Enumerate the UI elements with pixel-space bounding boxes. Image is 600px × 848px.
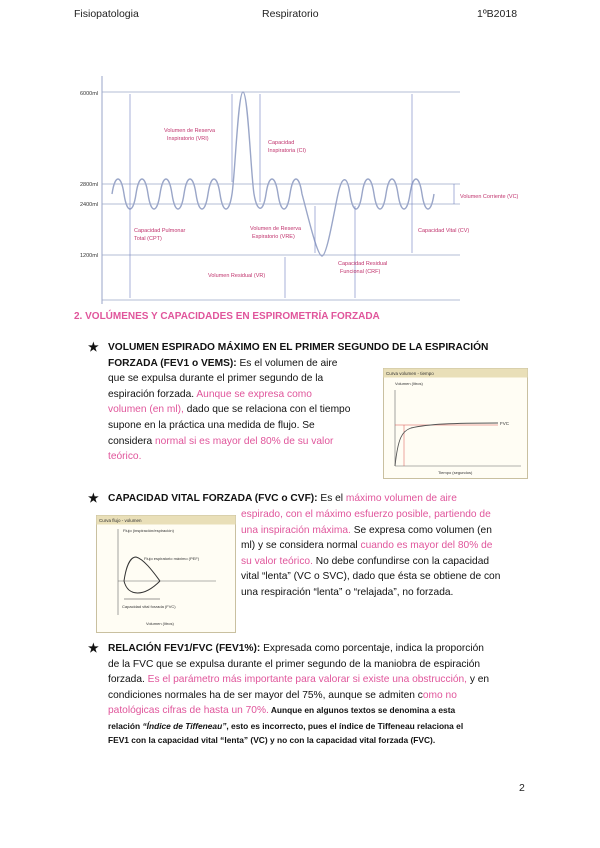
item2-line-4: ml) y se considera normal cuando es mayor del 80% de	[241, 540, 493, 552]
label-cpt-1: Capacidad Pulmonar	[134, 228, 186, 234]
item1-line-1: FORZADA (FEV1 o VEMS): Es el volumen de aire	[108, 357, 338, 369]
fv-chart-xlabel: Volumen (litros)	[146, 621, 174, 626]
label-crf-2: Funcional (CRF)	[340, 269, 381, 275]
label-vre-2: Espiratorio (VRE)	[252, 234, 295, 240]
fv-label-fvc: Capacidad vital forzada (FVC)	[122, 604, 176, 609]
label-ci-1: Capacidad	[268, 140, 295, 146]
fev-chart	[383, 368, 528, 479]
item2-line-6: vital “lenta” (VC o SVC), dado que ésta se obtiene de con	[241, 571, 501, 583]
item2-line-3: una inspiración máxima. Se expresa como volumen (en	[241, 524, 492, 536]
item1-line-4: volumen (en ml), dado que se relaciona con el tiempo	[108, 404, 351, 416]
fv-chart-title: Curva flujo - volumen	[99, 518, 142, 523]
item3-line-5: patológicas cifras de hasta un 70%. Aunque en algunos textos se denomina a esta	[108, 705, 456, 717]
item1-line-2: que se expulsa durante el primer segundo de la	[108, 373, 324, 385]
item3-line-6: relación “Índice de Tiffeneau”, esto es incorrecto, pues el índice de Tiffeneau relaciona el	[108, 720, 464, 731]
tick-2400: 2400ml	[79, 202, 98, 208]
item3-line-3: forzada. Es el parámetro más importante para valorar si existe una obstrucción, y en	[108, 674, 490, 686]
label-cv: Capacidad Vital (CV)	[418, 228, 470, 234]
item3-line-4: condiciones normales ha de ser mayor del 75%, aunque se admiten como no	[108, 689, 457, 701]
header-center: Respiratorio	[262, 8, 319, 20]
fv-label-top: Flujo (inspiración/espiración)	[123, 528, 174, 533]
item1-line-7: teórico.	[108, 451, 142, 463]
tick-2800: 2800ml	[79, 182, 98, 188]
item3-block	[108, 641, 553, 748]
item2-line-5: su valor teórico. No debe confundirse con la capacidad	[241, 555, 490, 567]
tick-1200: 1200ml	[79, 253, 98, 259]
tick-6000: 6000ml	[79, 91, 98, 97]
item1-title-1: VOLUMEN ESPIRADO MÁXIMO EN EL PRIMER SEGUNDO DE LA ESPIRACIÓN	[108, 342, 489, 353]
item3-line-7: FEV1 con la capacidad vital “lenta” (VC) y no con la capacidad vital forzada (FVC).	[108, 735, 436, 746]
item2-line-7: una respiración “lenta” o “relajada”, no forzada.	[241, 586, 454, 598]
item1-star-icon: ★	[88, 340, 99, 354]
item3-star-icon: ★	[88, 641, 99, 655]
item1-line-6: considera normal si es mayor del 80% de su valor	[108, 435, 334, 447]
item1-line-5: supone en la práctica una medida de flujo. Se	[108, 419, 315, 431]
item3-line-2: de la FVC que se expulsa durante el primer segundo de la maniobra de espiración	[108, 658, 481, 670]
label-crf-1: Capacidad Residual	[338, 261, 388, 267]
flow-volume-chart	[96, 515, 236, 633]
item2-block	[241, 507, 541, 601]
item1-line-3: espiración forzada. Aunque se expresa como	[108, 388, 312, 400]
fev-chart-ylabel: Volumen (litros)	[395, 381, 423, 386]
item3-line-1: RELACIÓN FEV1/FVC (FEV1%): Expresada como porcentaje, indica la proporción	[108, 643, 484, 654]
fv-label-peak: Flujo espiratorio máximo (PEF)	[144, 556, 200, 561]
label-cpt-2: Total (CPT)	[134, 236, 162, 242]
item2-title-line: CAPACIDAD VITAL FORZADA (FVC o CVF): Es el máximo volumen de aire	[108, 493, 457, 504]
fev-chart-xlabel: Tiempo (segundos)	[438, 470, 473, 475]
label-vre-1: Volumen de Reserva	[250, 226, 302, 232]
page-number: 2	[519, 782, 525, 794]
header-left: Fisiopatologia	[74, 8, 139, 20]
label-vc-tidal: Volumen Corriente (VC)	[460, 194, 519, 200]
label-vri-2: Inspiratorio (VRI)	[167, 136, 209, 142]
fev-curve-label: FVC	[500, 421, 509, 426]
item2-line-2: espirado, con el máximo esfuerzo posible, partiendo de	[241, 509, 491, 520]
item2-star-icon: ★	[88, 491, 99, 505]
header-right: 1ºB2018	[477, 8, 518, 20]
label-vr: Volumen Residual (VR)	[208, 273, 266, 279]
spirogram-chart	[72, 72, 532, 307]
label-ci-2: Inspiratoria (CI)	[268, 148, 306, 154]
label-vri-1: Volumen de Reserva	[164, 128, 216, 134]
fev-chart-title: Curva volumen - tiempo	[386, 371, 434, 376]
section-title: 2. VOLÚMENES Y CAPACIDADES EN ESPIROMETRÍA FORZADA	[74, 311, 380, 322]
